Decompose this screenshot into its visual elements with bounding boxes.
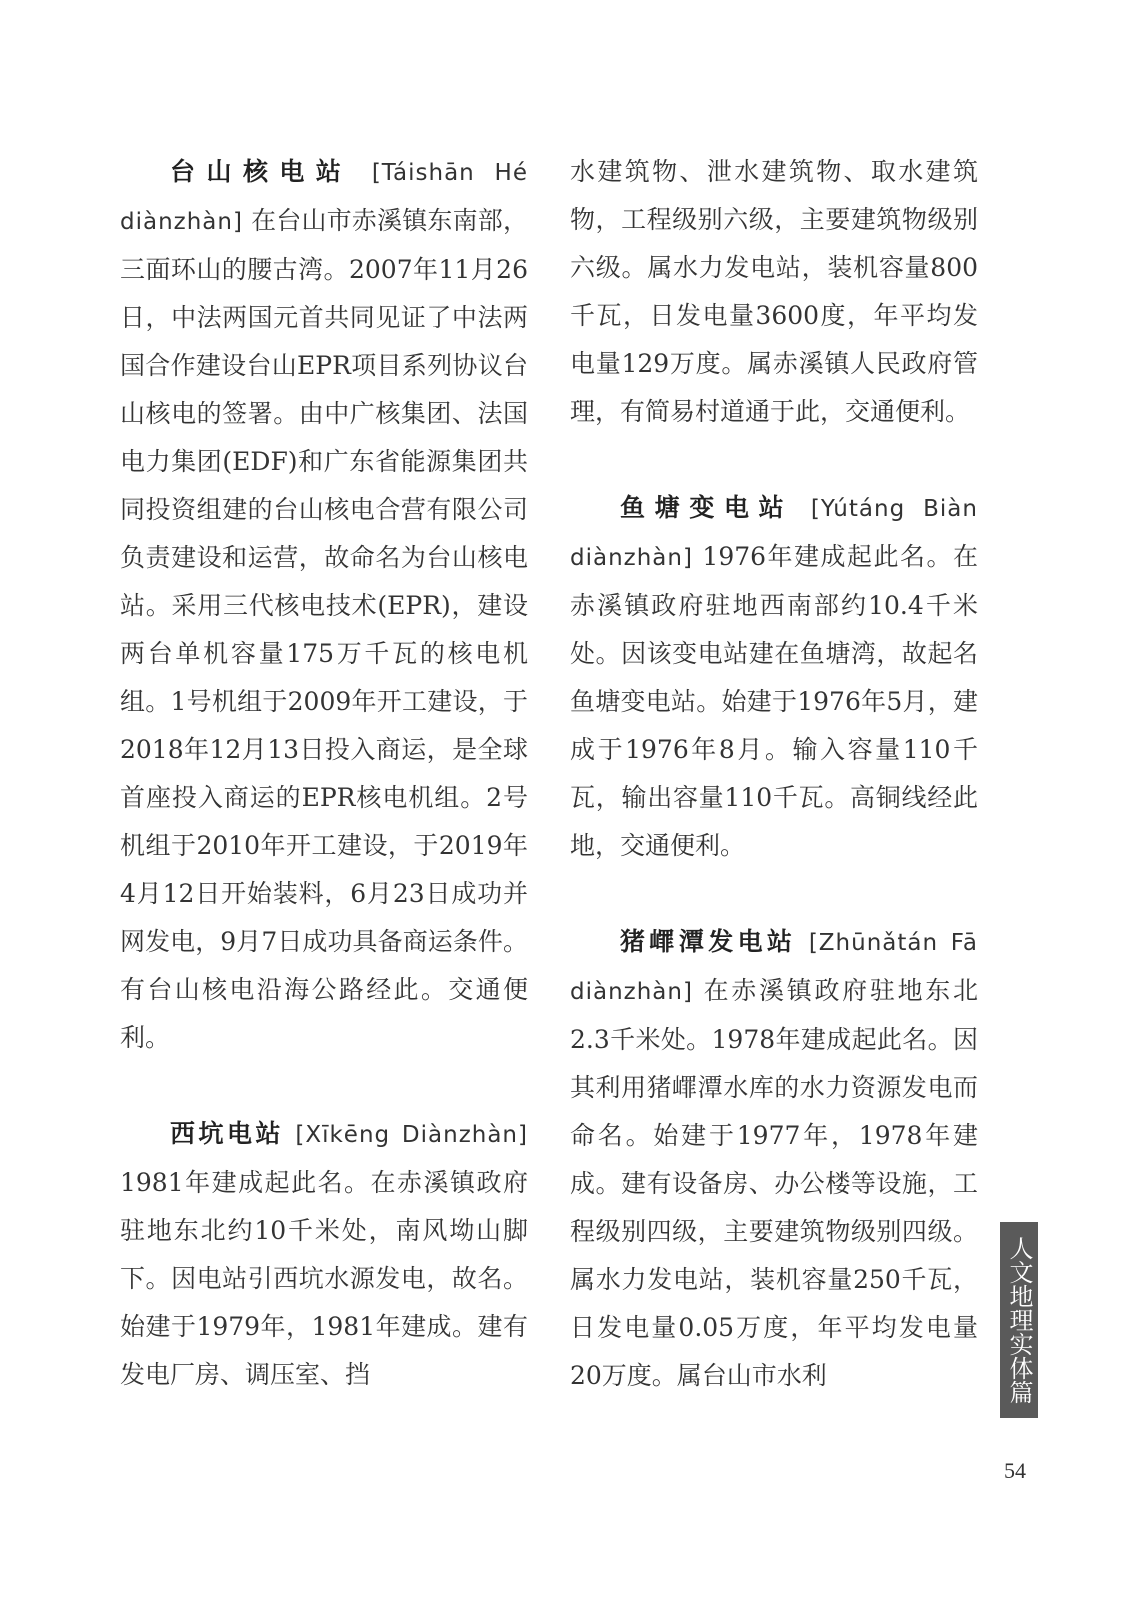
entry-body: 1981年建成起此名。在赤溪镇政府驻地东北约10千米处，南风坳山脚下。因电站引西坑水源发电，故名。始建于1979年，1981年建成。建有发电厂房、调压室、挡	[120, 1168, 528, 1389]
section-side-tab-label: 人文地理实体篇	[1005, 1236, 1033, 1404]
right-column	[570, 148, 978, 1400]
section-side-tab	[1000, 1222, 1038, 1418]
entry-pinyin: [Zhūnǎtán Fā diànzhàn]	[570, 930, 978, 1005]
entry-zhunatan-station	[570, 918, 978, 1400]
entry-body: 在赤溪镇政府驻地东北2.3千米处。1978年建成起此名。因其利用猪嶵潭水库的水力资源发电而命名。始建于1977年，1978年建成。建有设备房、办公楼等设施，工程级别四级，主要建筑物级别四级。属水力发电站，装机容量250千瓦，日发电量0.05万度，年平均发电量20万度。属台山市水利	[570, 976, 978, 1390]
page-number: 54	[1004, 1458, 1026, 1483]
entry-taishan-nuclear	[120, 148, 528, 1062]
entry-body: 1976年建成起此名。在赤溪镇政府驻地西南部约10.4千米处。因该变电站建在鱼塘湾，故起名鱼塘变电站。始建于1976年5月，建成于1976年8月。输入容量110千瓦，输出容量110千瓦。高铜线经此地，交通便利。	[570, 542, 979, 860]
entry-pinyin: [Yútáng Biàn diànzhàn]	[570, 496, 978, 571]
entry-pinyin: [Xīkēng Diànzhàn]	[295, 1122, 528, 1148]
entry-xikeng-continuation	[570, 148, 978, 436]
entry-pinyin: [Táishān Hé diànzhàn]	[120, 160, 528, 235]
entry-body: 水建筑物、泄水建筑物、取水建筑物，工程级别六级，主要建筑物级别六级。属水力发电站，装机容量800千瓦，日发电量3600度，年平均发电量129万度。属赤溪镇人民政府管理，有简易村道通于此，交通便利。	[570, 157, 978, 426]
entry-xikeng-station	[120, 1110, 528, 1399]
entry-body: 在台山市赤溪镇东南部，三面环山的腰古湾。2007年11月26日，中法两国元首共同见证了中法两国合作建设台山EPR项目系列协议台山核电的签署。由中广核集团、法国电力集团(EDF)和广东省能源集团共同投资组建的台山核电合营有限公司负责建设和运营，故命名为台山核电站。采用三代核电技术(EPR)，建设两台单机容量175万千瓦的核电机组。1号机组于2009年开工建设，于2018年12月13日投入商运，是全球首座投入商运的EPR核电机组。2号机组于2010年开工建设，于2019年4月12日开始装料，6月23日成功并网发电，9月7日成功具备商运条件。有台山核电沿海公路经此。交通便利。	[120, 206, 528, 1052]
entry-yutang-substation	[570, 484, 978, 870]
entry-title: 猪嶵潭发电站	[620, 927, 797, 956]
entry-title: 鱼塘变电站	[620, 493, 794, 522]
left-column	[120, 148, 528, 1399]
entry-title: 西坑电站	[170, 1119, 284, 1148]
entry-title: 台山核电站	[170, 157, 353, 186]
